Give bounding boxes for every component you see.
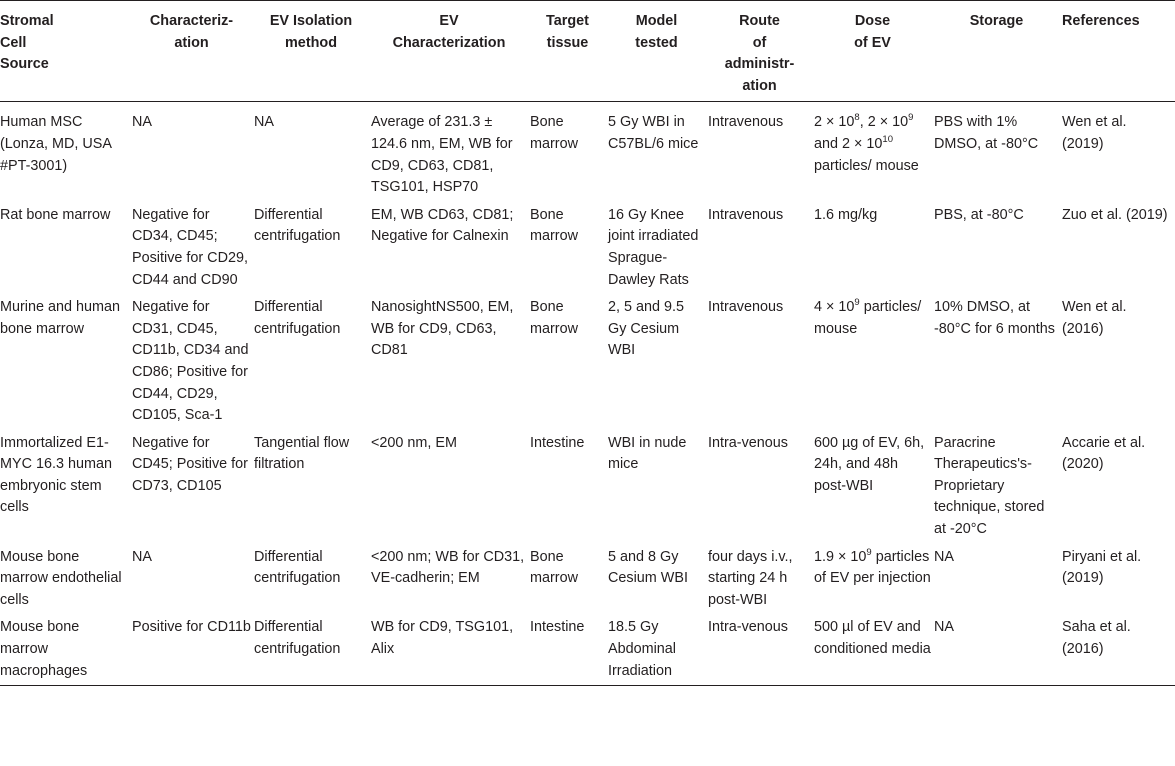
cell-model-tested: 5 Gy WBI in C57BL/6 mice <box>608 114 699 152</box>
cell-stromal-cell-source: Mouse bone marrow endothelial cells <box>0 548 122 608</box>
cell-dose-of-ev: $2 \times 10^8$, $2 \times 10^9$ and $2 \times 10^{10}$ particles/ mouse <box>814 112 919 174</box>
cell-ev-isolation-method: NA <box>254 114 274 131</box>
cell-route-of-administration: four days i.v., starting 24 h post-WBI <box>708 548 793 608</box>
cell-route-of-administration: Intra-venous <box>708 434 788 451</box>
cell-target-tissue: Intestine <box>530 434 585 451</box>
cell-target-tissue: Bone marrow <box>530 548 578 587</box>
cell-storage: NA <box>934 619 954 636</box>
header-references: References <box>1062 1 1175 102</box>
cell-ev-characterization: Average of 231.3 ± 124.6 nm, EM, WB for CD9, CD63, CD81, TSG101, HSP70 <box>371 114 513 196</box>
cell-ev-characterization: <200 nm; WB for CD31, VE-cadherin; EM <box>371 548 525 587</box>
cell-route-of-administration: Intravenous <box>708 206 784 223</box>
cell-dose-of-ev: 1.6 mg/kg <box>814 206 878 223</box>
header-target-tissue: Target tissue <box>530 1 608 102</box>
cell-model-tested: 5 and 8 Gy Cesium WBI <box>608 548 688 587</box>
header-characterization: Characteriz- ation <box>132 1 254 102</box>
cell-ev-characterization: WB for CD9, TSG101, Alix <box>371 619 514 658</box>
header-model-tested: Model tested <box>608 1 708 102</box>
cell-dose-of-ev: 500 µl of EV and conditioned media <box>814 619 931 658</box>
table-header <box>0 1 1175 102</box>
table-row <box>0 544 1175 615</box>
cell-references: Wen et al. (2016) <box>1062 299 1127 337</box>
cell-stromal-cell-source: Murine and human bone marrow <box>0 299 120 337</box>
cell-ev-characterization: <200 nm, EM <box>371 434 457 451</box>
header-dose-of-ev: Dose of EV <box>814 1 934 102</box>
table-row <box>0 294 1175 430</box>
table-row <box>0 614 1175 685</box>
cell-storage: NA <box>934 548 954 565</box>
cell-ev-characterization: NanosightNS500, EM, WB for CD9, CD63, CD81 <box>371 299 514 359</box>
cell-references: Wen et al. (2019) <box>1062 114 1127 152</box>
cell-characterization: Negative for CD45; Positive for CD73, CD105 <box>132 434 248 494</box>
cell-model-tested: 18.5 Gy Abdominal Irradiation <box>608 619 676 679</box>
cell-ev-isolation-method: Tangential flow filtration <box>254 434 350 473</box>
cell-ev-characterization: EM, WB CD63, CD81; Negative for Calnexin <box>371 206 514 245</box>
cell-model-tested: 2, 5 and 9.5 Gy Cesium WBI <box>608 299 685 359</box>
cell-stromal-cell-source: Human MSC (Lonza, MD, USA #PT-3001) <box>0 114 112 174</box>
cell-route-of-administration: Intra-venous <box>708 619 788 636</box>
cell-dose-of-ev: 600 µg of EV, 6h, 24h, and 48h post-WBI <box>814 434 925 494</box>
header-ev-characterization: EV Characterization <box>371 1 530 102</box>
cell-target-tissue: Bone marrow <box>530 206 578 245</box>
header-stromal-cell-source: Stromal Cell Source <box>0 1 132 102</box>
cell-ev-isolation-method: Differential centrifugation <box>254 206 341 245</box>
cell-characterization: NA <box>132 114 152 131</box>
cell-target-tissue: Intestine <box>530 619 585 636</box>
cell-target-tissue: Bone marrow <box>530 114 578 152</box>
cell-ev-isolation-method: Differential centrifugation <box>254 548 341 587</box>
table-row <box>0 202 1175 294</box>
cell-stromal-cell-source: Immortalized E1-MYC 16.3 human embryonic stem cells <box>0 434 112 516</box>
cell-storage: PBS with 1% DMSO, at -80°C <box>934 114 1039 152</box>
header-ev-isolation-method: EV Isolation method <box>254 1 371 102</box>
cell-dose-of-ev: $4 \times 10^9$ particles/ mouse <box>814 297 922 337</box>
table-row <box>0 102 1175 202</box>
cell-storage: PBS, at -80°C <box>934 206 1024 223</box>
cell-storage: 10% DMSO, at -80°C for 6 months <box>934 299 1055 337</box>
header-route-of-administration: Route of administr- ation <box>708 1 814 102</box>
table-body <box>0 102 1175 686</box>
cell-storage: Paracrine Therapeutics's-Proprietary technique, stored at -20°C <box>934 434 1045 538</box>
header-row <box>0 1 1175 102</box>
cell-ev-isolation-method: Differential centrifugation <box>254 619 341 658</box>
cell-model-tested: WBI in nude mice <box>608 434 687 473</box>
cell-ev-isolation-method: Differential centrifugation <box>254 299 341 337</box>
cell-references: Accarie et al. (2020) <box>1062 434 1146 473</box>
cell-characterization: Positive for CD11b <box>132 619 251 636</box>
cell-references: Zuo et al. (2019) <box>1062 206 1168 223</box>
cell-route-of-administration: Intravenous <box>708 114 784 131</box>
cell-characterization: NA <box>132 548 152 565</box>
cell-target-tissue: Bone marrow <box>530 299 578 337</box>
header-storage: Storage <box>934 1 1062 102</box>
cell-references: Saha et al. (2016) <box>1062 619 1131 658</box>
cell-stromal-cell-source: Rat bone marrow <box>0 206 111 223</box>
cell-model-tested: 16 Gy Knee joint irradiated Sprague-Dawley Rats <box>608 206 699 288</box>
cell-route-of-administration: Intravenous <box>708 299 784 316</box>
cell-characterization: Negative for CD34, CD45; Positive for CD29, CD44 and CD90 <box>132 206 248 288</box>
table-row <box>0 430 1175 544</box>
cell-characterization: Negative for CD31, CD45, CD11b, CD34 and CD86; Positive for CD44, CD29, CD105, Sca-1 <box>132 299 249 424</box>
cell-references: Piryani et al. (2019) <box>1062 548 1142 587</box>
cell-dose-of-ev: $1.9 \times 10^9$ particles of EV per injection <box>814 546 931 587</box>
cell-stromal-cell-source: Mouse bone marrow macrophages <box>0 619 88 679</box>
